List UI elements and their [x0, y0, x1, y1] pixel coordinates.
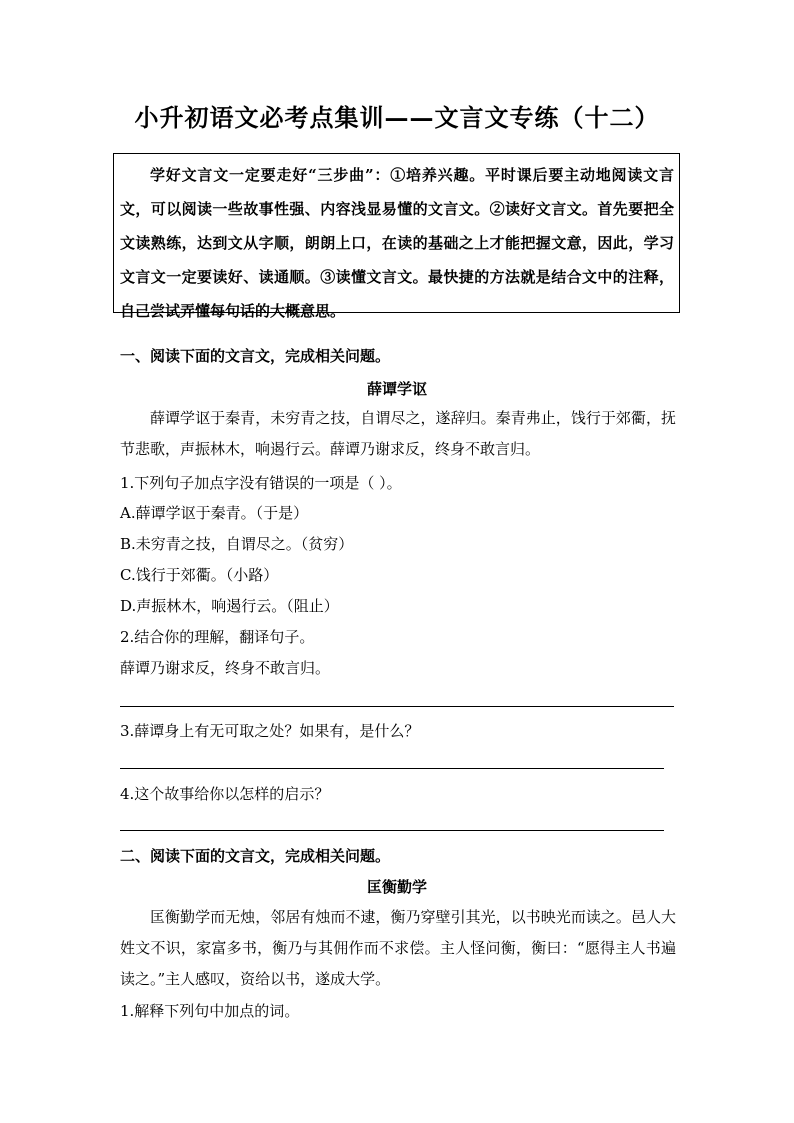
page-title: 小升初语文必考点集训——文言文专练（十二）	[134, 103, 660, 132]
section1-option-b: B.未穷青之技，自谓尽之。（贫穷）	[120, 535, 354, 553]
section1-q3: 3.薛谭身上有无可取之处？如果有，是什么？	[120, 722, 420, 740]
answer-line[interactable]	[120, 706, 674, 707]
section2-heading: 二、阅读下面的文言文，完成相关问题。	[120, 847, 391, 865]
section2-passage: 匡衡勤学而无烛，邻居有烛而不逮，衡乃穿壁引其光，以书映光而读之。邑人大姓文不识，家富多书，衡乃与其佣作而不求偿。主人怪问衡，衡曰：“愿得主人书遍读之。”主人感叹，资给以书，遂成大学。	[120, 908, 676, 988]
answer-line[interactable]	[120, 768, 664, 769]
section1-passage-title: 薛谭学讴	[366, 380, 427, 398]
section1-q1: 1.下列句子加点字没有错误的一项是（ ）。	[120, 474, 402, 492]
section1-option-a: A.薛谭学讴于秦青。（于是）	[120, 504, 309, 522]
section1-passage: 薛谭学讴于秦青，未穷青之技，自谓尽之，遂辞归。秦青弗止，饯行于郊衢，抚节悲歌，声振林木，响遏行云。薛谭乃谢求反，终身不敢言归。	[120, 409, 676, 458]
section2-q1: 1.解释下列句中加点的词。	[120, 1002, 300, 1020]
section1-q2: 2.结合你的理解，翻译句子。	[120, 628, 315, 646]
section2-passage-title: 匡衡勤学	[366, 878, 427, 896]
section1-q2-sentence: 薛谭乃谢求反，终身不敢言归。	[120, 659, 331, 677]
section1-option-d: D.声振林木，响遏行云。（阻止）	[120, 597, 339, 615]
section1-option-c: C.饯行于郊衢。（小路）	[120, 566, 279, 584]
section1-heading: 一、阅读下面的文言文，完成相关问题。	[120, 347, 391, 365]
section1-q4: 4.这个故事给你以怎样的启示？	[120, 785, 330, 803]
answer-line[interactable]	[120, 830, 664, 831]
intro-box: 学好文言文一定要走好“三步曲”：①培养兴趣。平时课后要主动地阅读文言文，可以阅读一些故事性强、内容浅显易懂的文言文。②读好文言文。首先要把全文读熟练，达到文从字顺，朗朗上口，在读的基础之上才能把握文意，因此，学习文言文一定要读好、读通顺。③读懂文言文。最快捷的方法就是结合文中的注释，自己尝试弄懂每句话的大概意思。	[113, 153, 680, 313]
